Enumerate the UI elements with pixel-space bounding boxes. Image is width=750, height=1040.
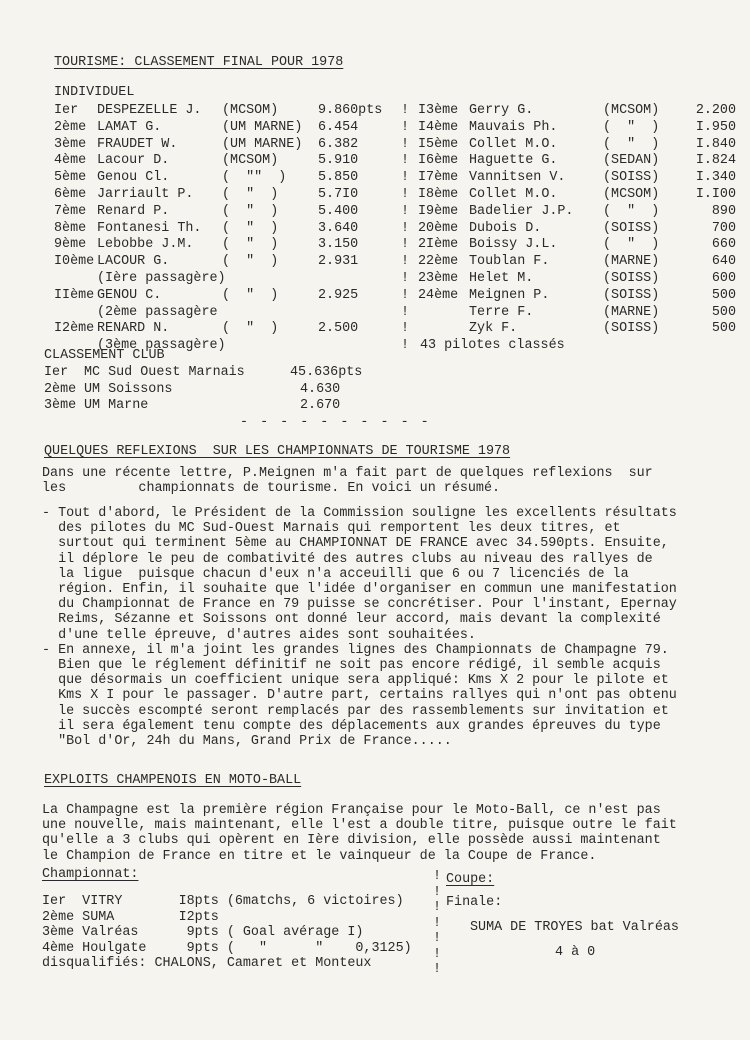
- rank-label: 6ème: [54, 187, 87, 202]
- club-name: ( " ): [603, 136, 660, 152]
- club-name: (SOISS): [603, 170, 660, 186]
- finale-label: Finale:: [446, 895, 503, 910]
- pilot-name: Meignen P.: [469, 287, 550, 303]
- paragraph-line: La Champagne est la première région Française pour le Moto-Ball, ce n'est pas: [42, 803, 661, 818]
- rank-label: I9ème: [418, 203, 459, 219]
- club-heading: CLASSEMENT CLUB: [44, 348, 165, 363]
- separator-bar: !: [401, 187, 410, 202]
- club-name: (SOISS): [603, 271, 660, 286]
- separator-bar: !: [401, 203, 410, 219]
- pilot-name: Lacour D.: [97, 153, 170, 169]
- separator-bar: !: [401, 254, 410, 270]
- club-name: (SEDAN): [603, 153, 660, 169]
- separator-bar: !: [401, 237, 410, 253]
- separator-bar: !: [401, 321, 410, 337]
- championnat-row: 4ème Houlgate 9pts ( " " 0,3125): [42, 940, 412, 956]
- rank-label: 8ème: [54, 220, 87, 236]
- club-name: (SOISS): [603, 321, 660, 337]
- paragraph-line: le Champion de France en titre et le vainqueur de la Coupe de France.: [42, 848, 597, 864]
- club-name: (MCSOM): [222, 153, 279, 169]
- rank-label: I8ème: [418, 187, 459, 202]
- rank-label: I4ème: [418, 119, 459, 135]
- pilot-name: Terre F.: [469, 304, 534, 320]
- separator-bar: !: [401, 287, 410, 303]
- club-name: ( " ): [222, 287, 279, 303]
- pilot-name: RENARD N.: [97, 321, 170, 337]
- club-name: (MARNE): [603, 304, 660, 320]
- points-value: 600: [711, 271, 736, 286]
- points-value: 2.931: [318, 254, 359, 270]
- reflexions-intro: [42, 466, 742, 496]
- finale-score: 4 à 0: [555, 945, 596, 960]
- points-value: 5.850: [318, 170, 359, 186]
- championnat-row: 2ème SUMA I2pts: [42, 909, 219, 925]
- separator-bar: !: [401, 304, 410, 320]
- separator-bar: !: [401, 119, 410, 135]
- club-name: ( "" ): [222, 170, 287, 186]
- points-value: 5.400: [318, 203, 359, 219]
- paragraph-line: la ligue puisque chacun d'eux n'a acceuilli que 6 ou 7 licenciés de la: [42, 566, 629, 582]
- rank-label: 22ème: [418, 254, 459, 270]
- rank-label: I2ème: [54, 321, 95, 337]
- club-name: ( " ): [603, 237, 660, 253]
- separator-bar: !: [401, 153, 410, 169]
- pilot-name: Collet M.O.: [469, 187, 558, 202]
- rank-label: IIème: [54, 287, 95, 303]
- pilot-name: Gerry G.: [469, 103, 534, 118]
- pilots-count: 43 pilotes classés: [420, 338, 565, 353]
- coupe-heading: Coupe:: [446, 872, 495, 887]
- motoball-body: [42, 803, 742, 864]
- club-name: (MCSOM): [603, 187, 660, 202]
- rank-label: I3ème: [418, 103, 459, 118]
- pilot-name: Dubois D.: [469, 220, 542, 236]
- pilot-name: Lebobbe J.M.: [97, 237, 194, 253]
- paragraph-line: Reims, Sézanne et Soissons ont donné leur accord, mais devant la complexité: [42, 612, 661, 628]
- paragraph-line: il déplore le peu de combativité des autres clubs au niveau des rallyes de: [42, 551, 653, 567]
- pilot-name: Fontanesi Th.: [97, 220, 202, 236]
- club-name: MC Sud Ouest Marnais: [84, 365, 245, 380]
- paragraph-line: une nouvelle, mais maintenant, elle l'est a double titre, puisque outre le fait: [42, 818, 677, 834]
- club-name: ( " ): [222, 220, 279, 236]
- reflexions-heading: QUELQUES REFLEXIONS SUR LES CHAMPIONNATS DE TOURISME 1978: [44, 444, 511, 459]
- separator-bar: !: [433, 869, 442, 884]
- separator-bar: !: [401, 170, 410, 186]
- rank-label: 5ème: [54, 170, 87, 186]
- pilot-name: Jarriault P.: [97, 187, 194, 202]
- paragraph-line: "Bol d'Or, 24h du Mans, Grand Prix de France.....: [42, 734, 452, 750]
- rank-label: I6ème: [418, 153, 459, 169]
- pilot-name: Haguette G.: [469, 153, 558, 169]
- points-value: 5.7I0: [318, 187, 359, 202]
- rank-label: Ier: [54, 103, 79, 118]
- pilot-name: Helet M.: [469, 271, 534, 286]
- intro-line: les championnats de tourisme. En voici un résumé.: [42, 481, 501, 497]
- pilot-name: Toublan F.: [469, 254, 550, 270]
- rank-label: 23ème: [418, 271, 459, 286]
- separator-bar: !: [401, 103, 410, 118]
- paragraph-line: région. Enfin, il souhaite que l'idée d'organiser en commun une manifestation: [42, 582, 677, 598]
- separator-bar: !: [401, 338, 410, 354]
- separator-bar: !: [433, 946, 442, 962]
- rank-label: 3ème: [54, 136, 87, 152]
- pilot-name: LACOUR G.: [97, 254, 170, 270]
- pilot-name: (Ière passagère): [97, 271, 226, 286]
- club-name: ( " ): [603, 119, 660, 135]
- points-value: I.I00: [695, 187, 736, 202]
- points-value: 500: [711, 287, 736, 303]
- pilot-name: Genou Cl.: [97, 170, 170, 186]
- individuel-heading: INDIVIDUEL: [54, 85, 135, 100]
- motoball-heading: EXPLOITS CHAMPENOIS EN MOTO-BALL: [44, 773, 302, 788]
- points-value: 890: [711, 203, 736, 219]
- separator-bar: !: [401, 136, 410, 152]
- club-name: ( " ): [222, 237, 279, 253]
- rank-label: 24ème: [418, 287, 459, 303]
- club-name: (MCSOM): [222, 103, 279, 118]
- rank-label: I7ème: [418, 170, 459, 186]
- club-name: ( " ): [222, 321, 279, 337]
- points-value: I.840: [695, 136, 736, 152]
- pilot-name: (3ème passagère): [97, 338, 226, 354]
- club-name: UM Marne: [84, 398, 149, 413]
- pilot-name: Collet M.O.: [469, 136, 558, 152]
- separator-bar: !: [433, 962, 442, 977]
- pilot-name: Boissy J.L.: [469, 237, 558, 253]
- points-value: I.340: [695, 170, 736, 186]
- rank-label: 2Ième: [418, 237, 459, 253]
- club-name: ( " ): [222, 187, 279, 202]
- separator-bar: !: [433, 915, 442, 931]
- reflexions-body: [42, 506, 742, 749]
- pilot-name: Badelier J.P.: [469, 203, 574, 219]
- points-value: 2.925: [318, 287, 359, 303]
- pilot-name: DESPEZELLE J.: [97, 103, 202, 118]
- rank-label: 2ème: [44, 381, 77, 397]
- club-name: ( " ): [222, 203, 279, 219]
- rank-label: 7ème: [54, 203, 87, 219]
- page-title: TOURISME: CLASSEMENT FINAL POUR 1978: [54, 55, 344, 70]
- paragraph-line: du Championnat de France en 79 puisse se concrétiser. Pour l'instant, Epernay: [42, 597, 677, 613]
- rank-label: Ier: [44, 365, 69, 380]
- separator-line: - - - - - - - - - -: [240, 415, 431, 430]
- points-value: 6.454: [318, 119, 359, 135]
- points-value: 4.630: [300, 381, 341, 397]
- rank-label: 2ème: [54, 119, 87, 135]
- rank-label: 3ème: [44, 398, 77, 413]
- points-value: 6.382: [318, 136, 359, 152]
- pilot-name: Mauvais Ph.: [469, 119, 558, 135]
- club-name: (SOISS): [603, 287, 660, 303]
- club-name: (SOISS): [603, 220, 660, 236]
- points-value: 500: [711, 304, 736, 320]
- club-name: (MARNE): [603, 254, 660, 270]
- paragraph-line: - Tout d'abord, le Président de la Commission souligne les excellents résultats: [42, 506, 677, 521]
- separator-bar: !: [433, 900, 442, 915]
- points-value: 660: [711, 237, 736, 253]
- club-name: ( " ): [603, 203, 660, 219]
- points-value: 2.500: [318, 321, 359, 337]
- intro-line: Dans une récente lettre, P.Meignen m'a fait part de quelques reflexions sur: [42, 466, 653, 481]
- championnat-row: Ier VITRY I8pts (6matchs, 6 victoires): [42, 894, 404, 909]
- paragraph-line: des pilotes du MC Sud-Ouest Marnais qui remportent les deux titres, et: [42, 521, 621, 537]
- championnat-row: disqualifiés: CHALONS, Camaret et Monteux: [42, 956, 372, 971]
- rank-label: 4ème: [54, 153, 87, 169]
- paragraph-line: Bien que le réglement définitif ne soit pas encore rédigé, il semble acquis: [42, 658, 661, 674]
- paragraph-line: surtout qui terminent 5ème au CHAMPIONNAT DE FRANCE avec 34.590pts. Ensuite,: [42, 536, 669, 552]
- paragraph-line: il sera également tenu compte des déplacements aux grandes épreuves du type: [42, 718, 661, 734]
- pilot-name: Zyk F.: [469, 321, 518, 337]
- rank-label: 20ème: [418, 220, 459, 236]
- separator-bar: !: [401, 271, 410, 286]
- pilot-name: Vannitsen V.: [469, 170, 566, 186]
- points-value: 3.640: [318, 220, 359, 236]
- points-value: 9.860pts: [318, 103, 383, 118]
- pilot-name: LAMAT G.: [97, 119, 162, 135]
- finale-result: SUMA DE TROYES bat Valréas: [470, 920, 679, 935]
- rank-label: 9ème: [54, 237, 87, 253]
- paragraph-line: d'une telle épreuve, d'autres aides sont souhaitées.: [42, 627, 476, 643]
- championnat-heading: Championnat:: [42, 867, 139, 882]
- club-name: (UM MARNE): [222, 119, 303, 135]
- club-name: ( " ): [222, 254, 279, 270]
- pilot-name: Renard P.: [97, 203, 170, 219]
- points-value: 2.670: [300, 398, 341, 413]
- paragraph-line: - En annexe, il m'a joint les grandes lignes des Championnats de Champagne 79.: [42, 642, 669, 658]
- separator-bar: !: [433, 884, 442, 900]
- club-name: (UM MARNE): [222, 136, 303, 152]
- points-value: I.824: [695, 153, 736, 169]
- points-value: 500: [711, 321, 736, 337]
- points-value: 45.636pts: [290, 365, 363, 380]
- paragraph-line: que désormais un coefficient unique sera appliqué: Kms X 2 pour le pilote et: [42, 673, 669, 689]
- paragraph-line: qu'elle a 3 clubs qui opèrent en Ière division, elle possède aussi maintenant: [42, 833, 661, 849]
- points-value: 640: [711, 254, 736, 270]
- points-value: 2.200: [695, 103, 736, 118]
- separator-bar: !: [433, 931, 442, 946]
- pilot-name: (2ème passagère: [97, 304, 218, 320]
- points-value: 3.150: [318, 237, 359, 253]
- points-value: 5.910: [318, 153, 359, 169]
- paragraph-line: le succès escompté seront remplacés par des rassemblements sur invitation et: [42, 703, 669, 719]
- rank-label: I0ème: [54, 254, 95, 270]
- championnat-row: 3ème Valréas 9pts ( Goal avérage I): [42, 925, 364, 940]
- points-value: 700: [711, 220, 736, 236]
- club-name: UM Soissons: [84, 381, 173, 397]
- pilot-name: GENOU C.: [97, 287, 162, 303]
- rank-label: I5ème: [418, 136, 459, 152]
- pilot-name: FRAUDET W.: [97, 136, 178, 152]
- club-name: (MCSOM): [603, 103, 660, 118]
- points-value: I.950: [695, 119, 736, 135]
- separator-bar: !: [401, 220, 410, 236]
- paragraph-line: Kms X I pour le passager. D'autre part, certains rallyes qui n'ont pas obtenu: [42, 688, 677, 704]
